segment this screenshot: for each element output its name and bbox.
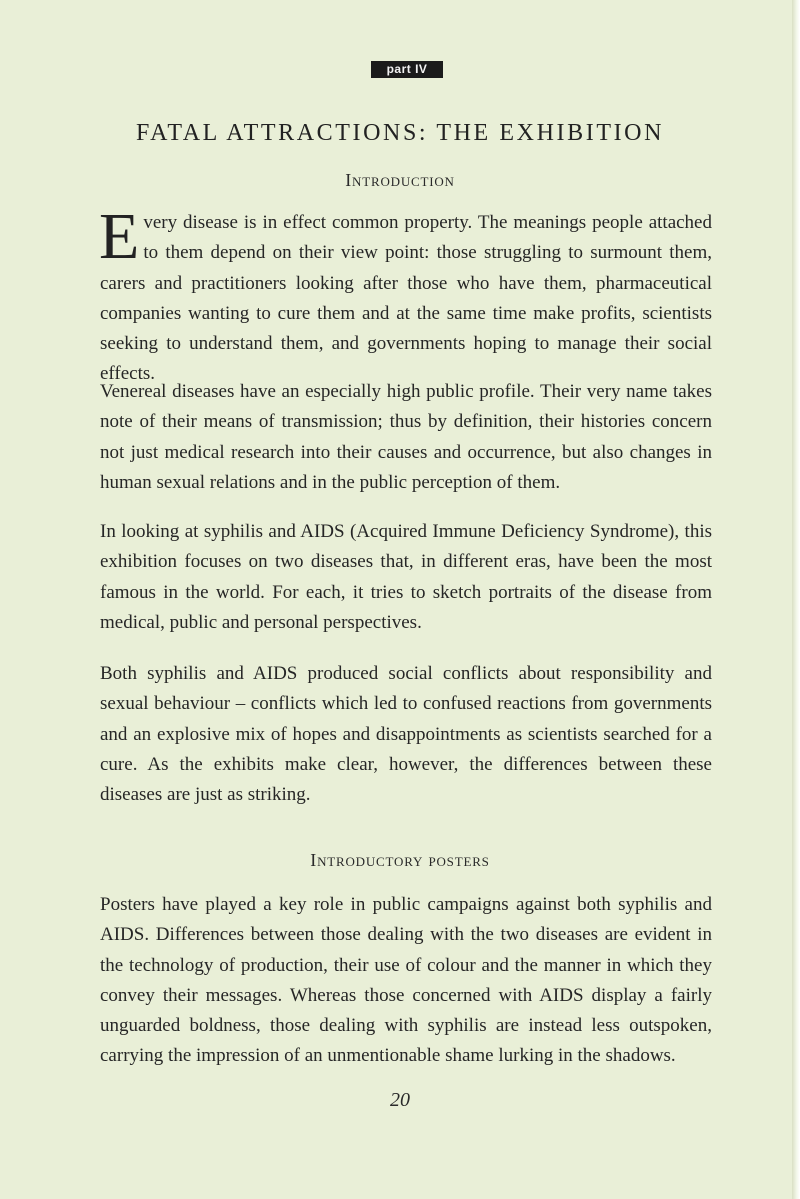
paragraph-2: Venereal diseases have an especially high public profile. Their very name takes note of their means of transmission; thus by definition, their histories concern not just medical research into their causes and occurrence, but also changes in human sexual relations and in the public perception of them. — [100, 381, 712, 493]
drop-cap: E — [99, 200, 140, 273]
introduction-heading: Introduction — [345, 170, 455, 190]
chapter-title: FATAL ATTRACTIONS: THE EXHIBITION — [135, 120, 665, 146]
posters-heading: Introductory posters — [310, 850, 490, 870]
paragraph-3: In looking at syphilis and AIDS (Acquired Immune Deficiency Syndrome), this exhibition focuses on two diseases that, in different eras, have been the most famous in the world. For each, it tries to sketch portraits of the disease from medical, public and personal perspectives. — [100, 521, 712, 633]
page-number: 20 — [390, 1089, 410, 1111]
part-label: part IV — [371, 61, 443, 78]
paragraph-4: Both syphilis and AIDS produced social conflicts about responsibility and sexual behaviour – conflicts which led to confused reactions from governments and an explosive mix of hopes and disappointments as scientists searched for a cure. As the exhibits make clear, however, the differences between these diseases are just as striking. — [100, 663, 712, 806]
paragraph-1 — [99, 200, 712, 390]
posters-paragraph: Posters have played a key role in public campaigns against both syphilis and AIDS. Differences between those dealing with the two diseases are evident in the technology of production, their use of colour and the manner in which they convey their messages. Whereas those concerned with AIDS display a fairly unguarded boldness, those dealing with syphilis are instead less outspoken, carrying the impression of an unmentionable shame lurking in the shadows. — [100, 894, 712, 1067]
paragraph-1-text: very disease is in effect common property. The meanings people attached to them depend on their view point: those struggling to surmount them, carers and practitioners looking after those who have them, pharmaceutical companies wanting to cure them and at the same time make profits, scientists seeking to understand them, and governments hoping to manage their social effects. — [100, 212, 712, 385]
